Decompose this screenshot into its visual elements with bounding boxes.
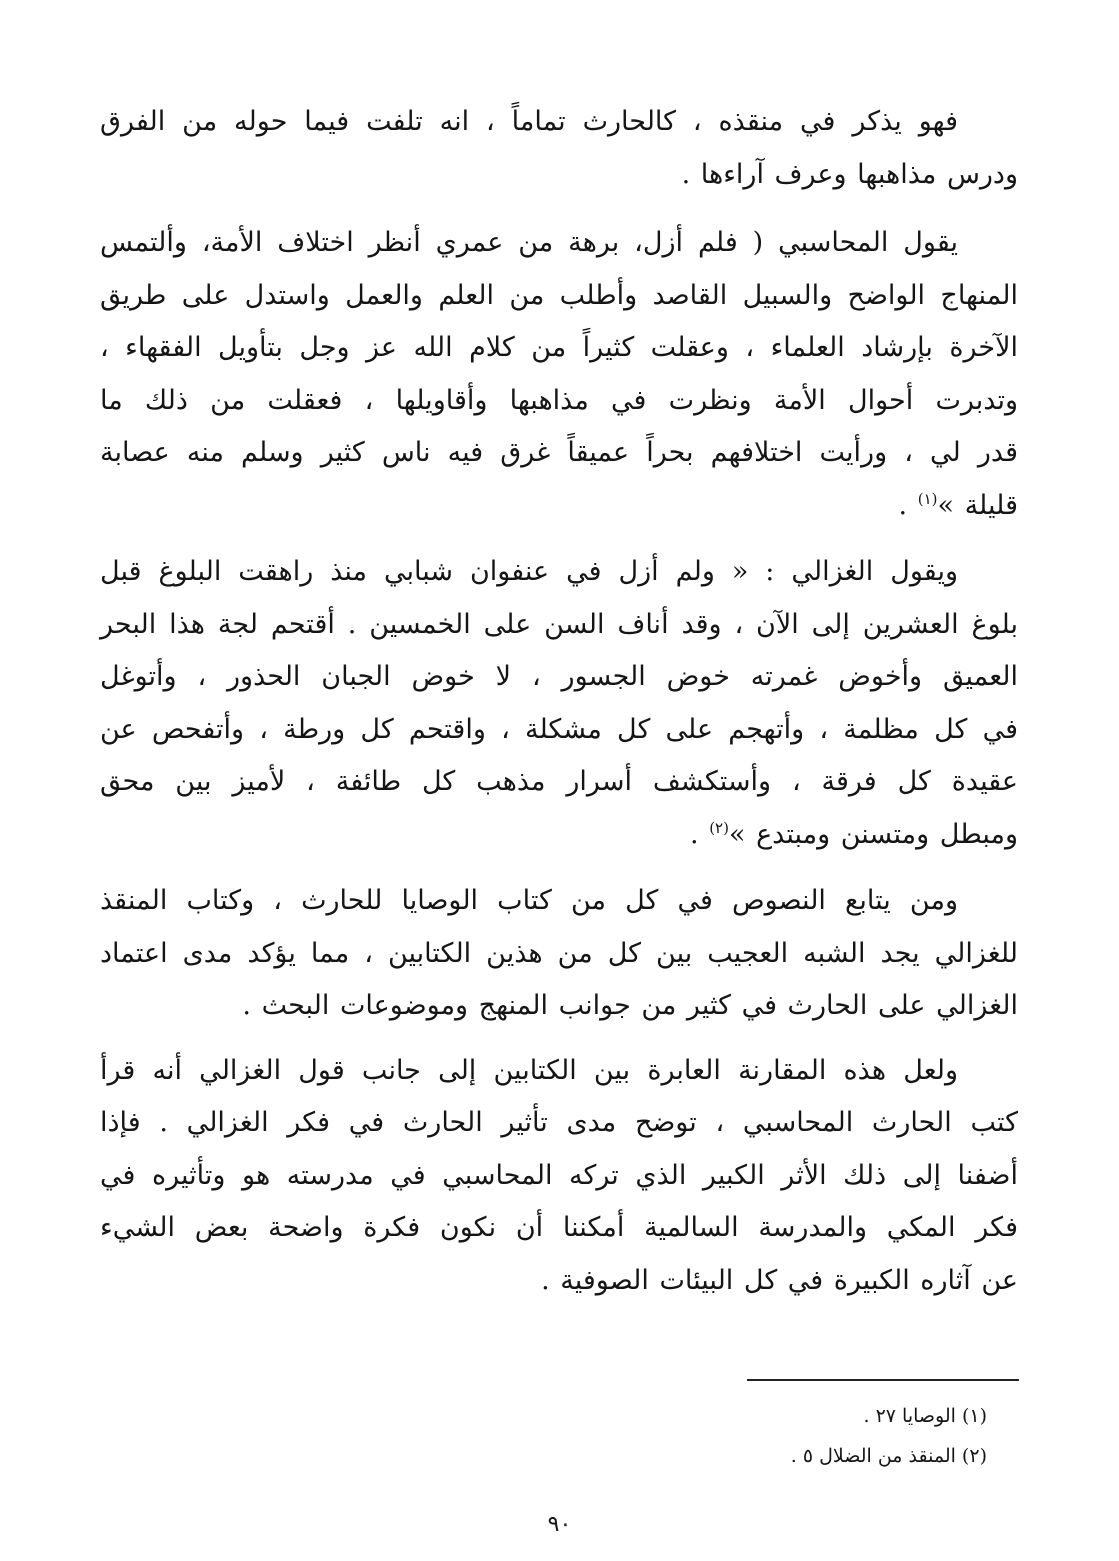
text-line: بلوغ العشرين إلى الآن ، وقد أناف السن على الخمسين . أقتحم لجة هذا البحر xyxy=(100,608,1018,640)
text-line: عقيدة كل فرقة ، وأستكشف أسرار مذهب كل طائفة ، لأميز بين محق xyxy=(100,766,1018,797)
footnote-ref: (٢) xyxy=(709,818,729,837)
page-number: ٩٠ xyxy=(547,1512,572,1537)
text-line: فهو يذكر في منقذه ، كالحارث تماماً ، انه تلفت فيما حوله من الفرق xyxy=(100,106,958,137)
text-line: ومن يتابع النصوص في كل من كتاب الوصايا للحارث ، وكتاب المنقذ xyxy=(100,885,958,916)
text-line: المنهاج الواضح والسبيل القاصد وأطلب من العلم والعمل واستدل على طريق xyxy=(100,279,1018,311)
text-line: عن آثاره الكبيرة في كل البيئات الصوفية . xyxy=(541,1264,1018,1296)
text-line: الغزالي على الحارث في كثير من جوانب المنهج وموضوعات البحث . xyxy=(242,990,1018,1021)
line-ending: . xyxy=(898,489,918,521)
text-line-with-ref xyxy=(100,480,1018,533)
text-line-with-ref xyxy=(100,809,1018,862)
text-line: ويقول الغزالي : « ولم أزل في عنفوان شبابي منذ راهقت البلوغ قبل xyxy=(100,556,958,587)
paragraph-1 xyxy=(100,96,1018,201)
text-line: في كل مظلمة ، وأتهجم على كل مشكلة ، واقتحم كل ورطة ، وأتفحص عن xyxy=(100,713,1018,745)
text-line: يقول المحاسبي ( فلم أزل، برهة من عمري أنظر اختلاف الأمة، وألتمس xyxy=(100,227,958,258)
footnote-ref: (١) xyxy=(917,489,938,508)
text-line: ودرس مذاهبها وعرف آراءها . xyxy=(681,158,1018,190)
text-line: فكر المكي والمدرسة السالمية أمكننا أن نكون فكرة واضحة بعض الشيء xyxy=(100,1212,1018,1243)
line-ending: . xyxy=(690,818,710,850)
footnote-divider xyxy=(747,1379,1019,1381)
text-line: أضفنا إلى ذلك الأثر الكبير الذي تركه المحاسبي في مدرسته هو وتأثيره في xyxy=(100,1159,1018,1191)
page-body xyxy=(100,96,1018,1307)
footnotes xyxy=(791,1396,987,1476)
text-line: قليلة » xyxy=(937,489,1018,521)
footnote-1: (١) الوصايا ٢٧ . xyxy=(863,1405,987,1427)
text-line: الآخرة بإرشاد العلماء ، وعقلت كثيراً من كلام الله عز وجل بتأويل الفقهاء ، xyxy=(100,332,1018,363)
text-line: ومبطل ومتسنن ومبتدع » xyxy=(728,818,1018,850)
text-line: العميق وأخوض غمرته خوض الجسور ، لا خوض الجبان الحذور ، وأتوغل xyxy=(100,661,1018,692)
text-line: كتب الحارث المحاسبي ، توضح مدى تأثير الحارث في فكر الغزالي . فإذا xyxy=(100,1107,1018,1138)
text-line: وتدبرت أحوال الأمة ونظرت في مذاهبها وأقاويلها ، فعقلت من ذلك ما xyxy=(100,384,1018,416)
footnote-2: (٢) المنقذ من الضلال ٥ . xyxy=(790,1445,987,1467)
paragraph-4 xyxy=(100,875,1018,1033)
paragraph-2 xyxy=(100,217,1018,532)
text-line: قدر لي ، ورأيت اختلافهم بحراً عميقاً غرق فيه ناس كثير وسلم منه عصابة xyxy=(100,437,1018,468)
text-line: ولعل هذه المقارنة العابرة بين الكتابين إلى جانب قول الغزالي أنه قرأ xyxy=(100,1054,958,1086)
text-line: للغزالي يجد الشبه العجيب بين كل من هذين الكتابين ، مما يؤكد مدى اعتماد xyxy=(100,937,1018,969)
paragraph-3 xyxy=(100,546,1018,861)
paragraph-5 xyxy=(100,1045,1018,1308)
